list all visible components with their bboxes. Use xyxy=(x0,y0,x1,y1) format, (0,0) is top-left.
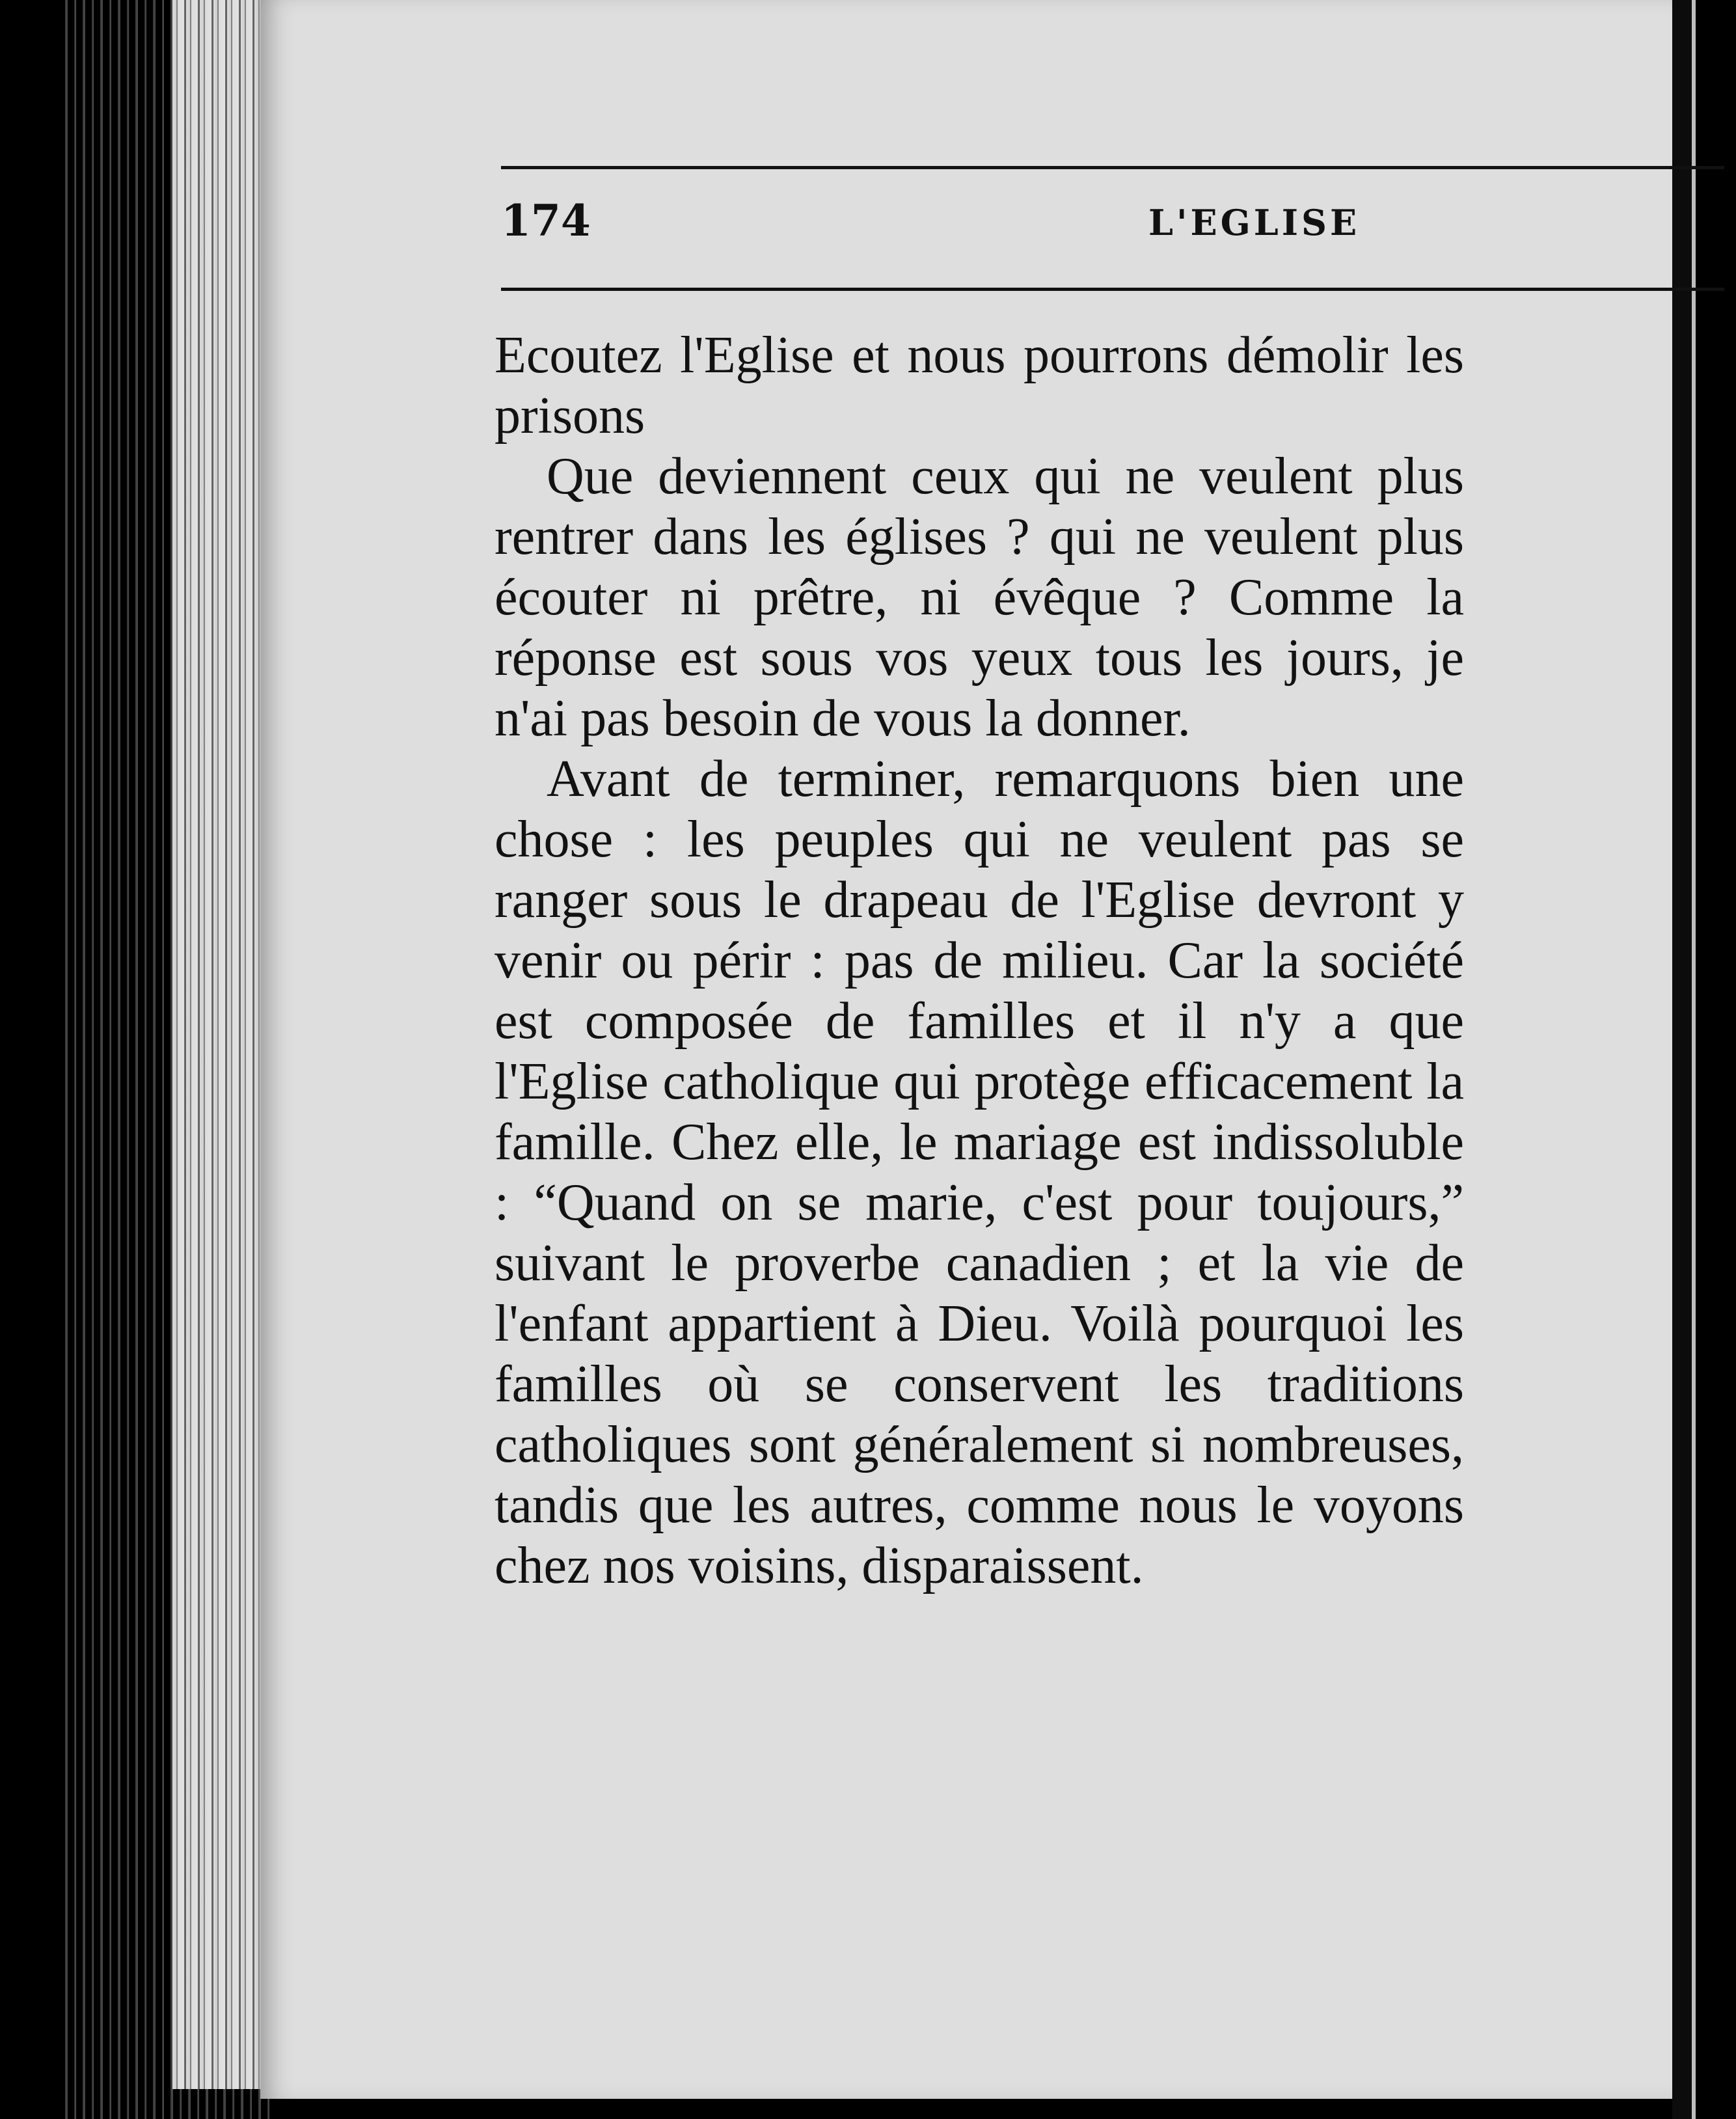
paragraph-1: Ecoutez l'Eglise et nous pourrons démolir les prisons xyxy=(495,327,1464,444)
right-page-edge-line xyxy=(1692,0,1696,2119)
book-page-edges-light xyxy=(172,0,273,2089)
body-text xyxy=(495,325,1464,1596)
running-head-title: L'EGLISE xyxy=(1148,202,1361,243)
right-page-edge xyxy=(1672,0,1692,2119)
paragraph-2: Que deviennent ceux qui ne veulent plus rentrer dans les églises ? qui ne veulent plus écouter ni prêtre, ni évêque ? Comme la réponse est sous vos yeux tous les jours, je n'ai pas besoin de vous la donner. xyxy=(495,448,1464,747)
paragraph-3: Avant de terminer, remarquons bien une chose : les peuples qui ne veulent pas se ranger sous le drapeau de l'Eglise devront y venir ou périr : pas de milieu. Car la société est composée de familles et il n'y a que l'Eglise catholique qui protège efficacement la famille. Chez elle, le mariage est indissoluble : “Quand on se marie, c'est pour toujours,” suivant le proverbe canadien ; et la vie de l'enfant appartient à Dieu. Voilà pourquoi les familles où se conservent les traditions catholiques sont généralement si nombreuses, tandis que les autres, comme nous le voyons chez nos voisins, disparaissent. xyxy=(495,750,1464,1594)
header-rule-top xyxy=(501,166,1724,169)
header-rule-bottom xyxy=(501,288,1724,291)
running-head xyxy=(501,195,1724,260)
page-number: 174 xyxy=(501,195,591,246)
